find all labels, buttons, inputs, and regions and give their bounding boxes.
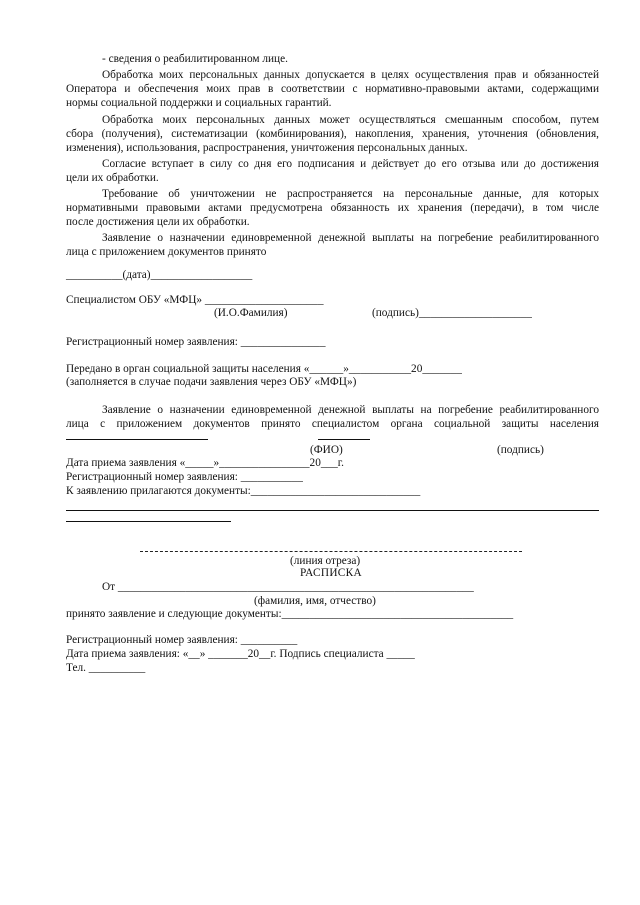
cut-line-caption: (линия отреза) xyxy=(290,555,361,567)
paragraph-accepted-line2-start: лица с приложением документов принято специалистом органа социальной защиты населения xyxy=(66,418,599,430)
fio2-underline[interactable] xyxy=(318,439,370,440)
receipt-phone-field[interactable]: Тел. __________ xyxy=(66,662,146,674)
fio2-caption: (ФИО) xyxy=(310,444,343,456)
paragraph-processing-line2: Оператора и обеспечения моих прав в соответствии с нормативно-правовыми актами, содержащими xyxy=(66,83,599,95)
paragraph-destruction-line1: Требование об уничтожении не распространяется на персональные данные, для которых xyxy=(102,188,599,200)
paragraph-processing-line3: нормы социальной поддержки и социальных гарантий. xyxy=(66,97,332,109)
specialist-name-underline[interactable] xyxy=(66,439,208,440)
receipt-registration-number-field[interactable]: Регистрационный номер заявления: __________ xyxy=(66,634,298,646)
registration-number-field[interactable]: Регистрационный номер заявления: _______________ xyxy=(66,336,326,348)
date-received-field[interactable]: Дата приема заявления «_____»________________20___г. xyxy=(66,457,344,469)
paragraph-info: - сведения о реабилитированном лице. xyxy=(102,53,288,65)
transfer-note: (заполняется в случае подачи заявления через ОБУ «МФЦ») xyxy=(66,376,357,388)
paragraph-destruction-line3: после достижения цели их обработки. xyxy=(66,216,250,228)
cut-line xyxy=(140,551,522,552)
registration-number2-field[interactable]: Регистрационный номер заявления: ___________ xyxy=(66,471,303,483)
documents-blank-line-1[interactable] xyxy=(66,510,599,511)
signature2-caption: (подпись) xyxy=(497,444,544,456)
transfer-field[interactable]: Передано в орган социальной защиты населения «______»___________20_______ xyxy=(66,363,462,375)
paragraph-destruction-line2: нормативными правовыми актами предусмотрена обязанность их хранения (передачи), в том числе xyxy=(66,202,599,214)
paragraph-methods-line3: изменения), использования, распространения, уничтожения персональных данных. xyxy=(66,142,468,154)
paragraph-consent-line1: Согласие вступает в силу со дня его подписания и действует до его отзыва или до достижения xyxy=(102,158,599,170)
paragraph-consent-line2: цели их обработки. xyxy=(66,172,159,184)
date-field[interactable]: __________(дата)__________________ xyxy=(66,269,253,281)
paragraph-application-line2: лица с приложением документов принято xyxy=(66,246,267,258)
paragraph-processing-line1: Обработка моих персональных данных допускается в целях осуществления прав и обязанностей xyxy=(102,69,599,81)
paragraph-methods-line2: сбора (получения), систематизации (комбинирования), накопления, хранения, уточнения (обновления, xyxy=(66,128,599,140)
receipt-fio-caption: (фамилия, имя, отчество) xyxy=(254,595,376,607)
paragraph-accepted-line1: Заявление о назначении единовременной денежной выплаты на погребение реабилитированного xyxy=(102,404,599,416)
receipt-from-field[interactable]: От _______________________________________________________________ xyxy=(102,581,474,593)
attached-documents-field[interactable]: К заявлению прилагаются документы:______________________________ xyxy=(66,485,421,497)
specialist-mfc-field[interactable]: Специалистом ОБУ «МФЦ» _____________________ xyxy=(66,294,324,306)
paragraph-methods-line1: Обработка моих персональных данных может осуществляться смешанным способом, путем xyxy=(102,114,599,126)
receipt-date-field[interactable]: Дата приема заявления: «__» _______20__г. Подпись специалиста _____ xyxy=(66,648,415,660)
receipt-accepted-documents-field[interactable]: принято заявление и следующие документы:_________________________________________ xyxy=(66,608,514,620)
receipt-title: РАСПИСКА xyxy=(300,567,362,579)
fio-caption: (И.О.Фамилия) xyxy=(214,307,288,319)
paragraph-application-line1: Заявление о назначении единовременной денежной выплаты на погребение реабилитированного xyxy=(102,232,599,244)
documents-blank-line-2[interactable] xyxy=(66,521,231,522)
signature-field[interactable]: (подпись)____________________ xyxy=(372,307,532,319)
